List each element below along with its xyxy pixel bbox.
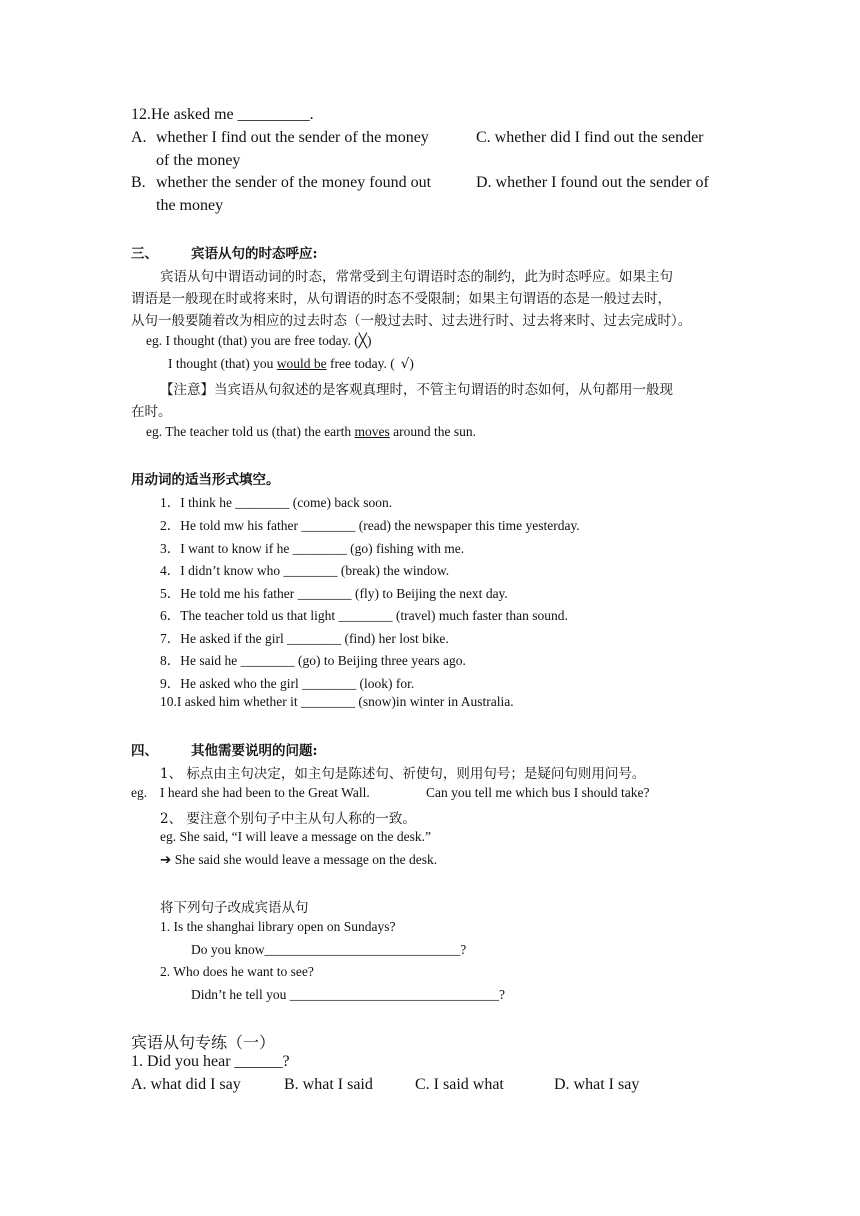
fill-item-5: 5．He told me his father ________ (fly) to Beijing the next day. — [160, 586, 508, 601]
cross-mark-icon: ╳ — [358, 333, 367, 349]
q12-option-d-cont: the money — [156, 197, 224, 214]
practice-q1-option-c: C. I said what — [415, 1076, 504, 1093]
section3-note-line2: 在时。 — [131, 404, 172, 420]
fill-item-1: 1．I think he ________ (come) back soon. — [160, 495, 393, 510]
section3-example-2: I thought (that) you would be free today. ( √) — [168, 356, 414, 372]
section4-eg-label: eg. — [131, 785, 148, 800]
fill-item-10: 10.I asked him whether it ________ (snow)in winter in Australia. — [160, 694, 514, 709]
section4-point-1: 1、 标点由主句决定，如主句是陈述句、祈使句，则用句号；是疑问句则用问号。 — [160, 766, 646, 782]
practice-q1-option-d: D. what I say — [554, 1076, 640, 1093]
practice-heading: 宾语从句专练（一） — [131, 1033, 276, 1052]
q12-option-d: D. whether I found out the sender of — [476, 174, 709, 191]
fill-item-7: 7．He asked if the girl ________ (find) her lost bike. — [160, 631, 449, 646]
fill-item-6: 6．The teacher told us that light ________ (travel) much faster than sound. — [160, 608, 568, 623]
fill-item-2: 2．He told mw his father ________ (read) the newspaper this time yesterday. — [160, 518, 580, 533]
section3-para-line3: 从句一般要随着改为相应的过去时态（一般过去时、过去进行时、过去将来时、过去完成时）。 — [131, 313, 692, 329]
section3-example-3: eg. The teacher told us (that) the earth moves around the sun. — [146, 424, 477, 439]
section4-heading: 其他需要说明的问题: — [191, 743, 318, 759]
practice-q1-option-b: B. what I said — [284, 1076, 373, 1093]
fill-heading: 用动词的适当形式填空。 — [131, 472, 280, 488]
arrow-right-icon: ➔ — [160, 852, 172, 868]
section4-example-a: I heard she had been to the Great Wall. — [160, 785, 370, 800]
convert-q2-answer: Didn’t he tell you _______________________________? — [191, 987, 505, 1002]
section3-example-1: eg. I thought (that) you are free today. (╳) — [146, 333, 372, 349]
check-mark-icon: √ — [400, 356, 410, 372]
practice-q1-stem: 1. Did you hear ______? — [131, 1053, 290, 1070]
section4-number: 四、 — [131, 743, 158, 759]
q12-option-b: whether the sender of the money found out — [156, 174, 432, 191]
section4-point-2: 2、 要注意个别句子中主从句人称的一致。 — [160, 811, 416, 827]
fill-item-8: 8．He said he ________ (go) to Beijing three years ago. — [160, 653, 466, 668]
convert-q1-answer: Do you know_____________________________? — [191, 942, 467, 957]
q12-option-a-label: A. — [131, 129, 147, 146]
section3-para-line1: 宾语从句中谓语动词的时态，常常受到主句谓语时态的制约，此为时态呼应。如果主句 — [160, 269, 673, 285]
q12-option-c-cont: of the money — [156, 152, 241, 169]
section4-example-2-result: ➔ She said she would leave a message on the desk. — [160, 852, 438, 868]
fill-item-3: 3．I want to know if he ________ (go) fishing with me. — [160, 541, 465, 556]
practice-q1-option-a: A. what did I say — [131, 1076, 241, 1093]
section3-para-line2: 谓语是一般现在时或将来时，从句谓语的时态不受限制；如果主句谓语的态是一般过去时， — [131, 291, 671, 307]
section4-example-b: Can you tell me which bus I should take? — [426, 785, 650, 800]
section3-heading: 宾语从句的时态呼应: — [191, 246, 318, 262]
q12-stem: 12.He asked me _________. — [131, 106, 314, 123]
section3-note-line1: 【注意】当宾语从句叙述的是客观真理时，不管主句谓语的时态如何，从句都用一般现 — [160, 382, 673, 398]
convert-q2: 2. Who does he want to see? — [160, 964, 314, 979]
convert-q1: 1. Is the shanghai library open on Sundays? — [160, 919, 396, 934]
fill-item-9: 9．He asked who the girl ________ (look) for. — [160, 676, 415, 691]
q12-option-b-label: B. — [131, 174, 146, 191]
convert-heading: 将下列句子改成宾语从句 — [160, 900, 309, 916]
q12-option-c: C. whether did I find out the sender — [476, 129, 704, 146]
section3-number: 三、 — [131, 246, 158, 262]
section4-example-2: eg. She said, “I will leave a message on the desk.” — [160, 829, 432, 844]
q12-option-a: whether I find out the sender of the money — [156, 129, 429, 146]
fill-item-4: 4．I didn’t know who ________ (break) the window. — [160, 563, 450, 578]
